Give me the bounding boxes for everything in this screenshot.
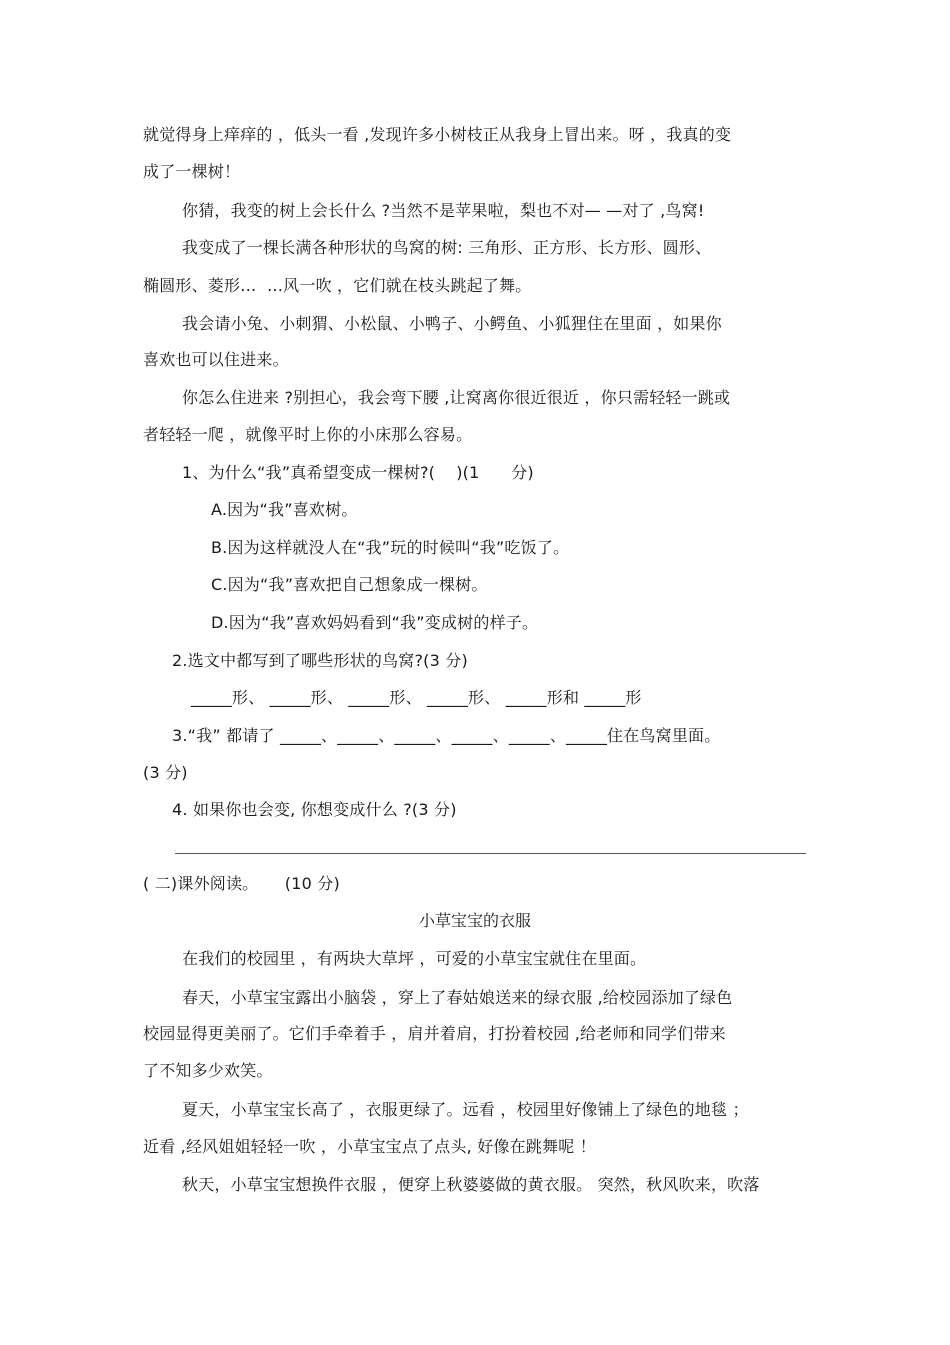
passage-line: 你猜，我变的树上会长什么 ?当然不是苹果啦，梨也不对— —对了 ,鸟窝!	[182, 201, 705, 220]
passage-title: 小草宝宝的衣服	[418, 911, 531, 930]
passage-line: 就觉得身上痒痒的 ，低头一看 ,发现许多小树枝正从我身上冒出来。呀 ，我真的变	[143, 125, 732, 144]
question-1-option-d: D.因为“我”喜欢妈妈看到“我”变成树的样子。	[211, 613, 539, 632]
passage-line: 成了一棵树！	[143, 162, 241, 181]
question-1: 1、为什么“我”真希望变成一棵树?( )(1 分)	[182, 463, 534, 482]
passage-line: 喜欢也可以住进来。	[143, 350, 289, 369]
question-1-option-c: C.因为“我”喜欢把自己想象成一棵树。	[211, 575, 488, 594]
passage-line: 春天，小草宝宝露出小脑袋 ，穿上了春姑娘送来的绿衣服 ,给校园添加了绿色	[182, 988, 733, 1007]
question-3-score: (3 分)	[143, 763, 188, 782]
passage-line: 近看 ,经风姐姐轻轻一吹 ，小草宝宝点了点头, 好像在跳舞呢 ！	[143, 1137, 596, 1156]
question-3: 3.“我” 都请了 _____、_____、_____、_____、_____、_____住在鸟窝里面。	[172, 726, 721, 745]
section-heading: ( 二)课外阅读。 (10 分)	[143, 874, 340, 893]
question-1-option-b: B.因为这样就没人在“我”玩的时候叫“我”吃饭了。	[211, 538, 570, 557]
passage-line: 者轻轻一爬 ，就像平时上你的小床那么容易。	[143, 425, 473, 444]
question-4: 4. 如果你也会变, 你想变成什么 ?(3 分)	[172, 800, 457, 819]
passage-line: 夏天，小草宝宝长高了 ，衣服更绿了。远看 ，校园里好像铺上了绿色的地毯 ；	[182, 1100, 749, 1119]
question-2: 2.选文中都写到了哪些形状的鸟窝?(3 分)	[172, 651, 468, 670]
passage-line: 了不知多少欢笑。	[143, 1061, 273, 1080]
passage-line: 秋天，小草宝宝想换件衣服 ，便穿上秋婆婆做的黄衣服。 突然，秋风吹来，吹落	[182, 1175, 760, 1194]
answer-line	[175, 853, 806, 854]
passage-line: 我变成了一棵长满各种形状的鸟窝的树: 三角形、正方形、长方形、圆形、	[182, 238, 712, 257]
passage-line: 在我们的校园里 ，有两块大草坪 ，可爱的小草宝宝就住在里面。	[182, 949, 647, 968]
passage-line: 椭圆形、菱形… …风一吹 ，它们就在枝头跳起了舞。	[143, 276, 532, 295]
passage-line: 我会请小兔、小刺猬、小松鼠、小鸭子、小鳄鱼、小狐狸住在里面 ，如果你	[182, 314, 722, 333]
question-2-blanks: _____形、 _____形、 _____形、 _____形、 _____形和 _____形	[191, 688, 642, 707]
passage-line: 校园显得更美丽了。它们手牵着手 ，肩并着肩，打扮着校园 ,给老师和同学们带来	[143, 1024, 726, 1043]
question-1-option-a: A.因为“我”喜欢树。	[211, 500, 358, 519]
passage-line: 你怎么住进来 ?别担心，我会弯下腰 ,让窝离你很近很近 ，你只需轻轻一跳或	[182, 388, 731, 407]
